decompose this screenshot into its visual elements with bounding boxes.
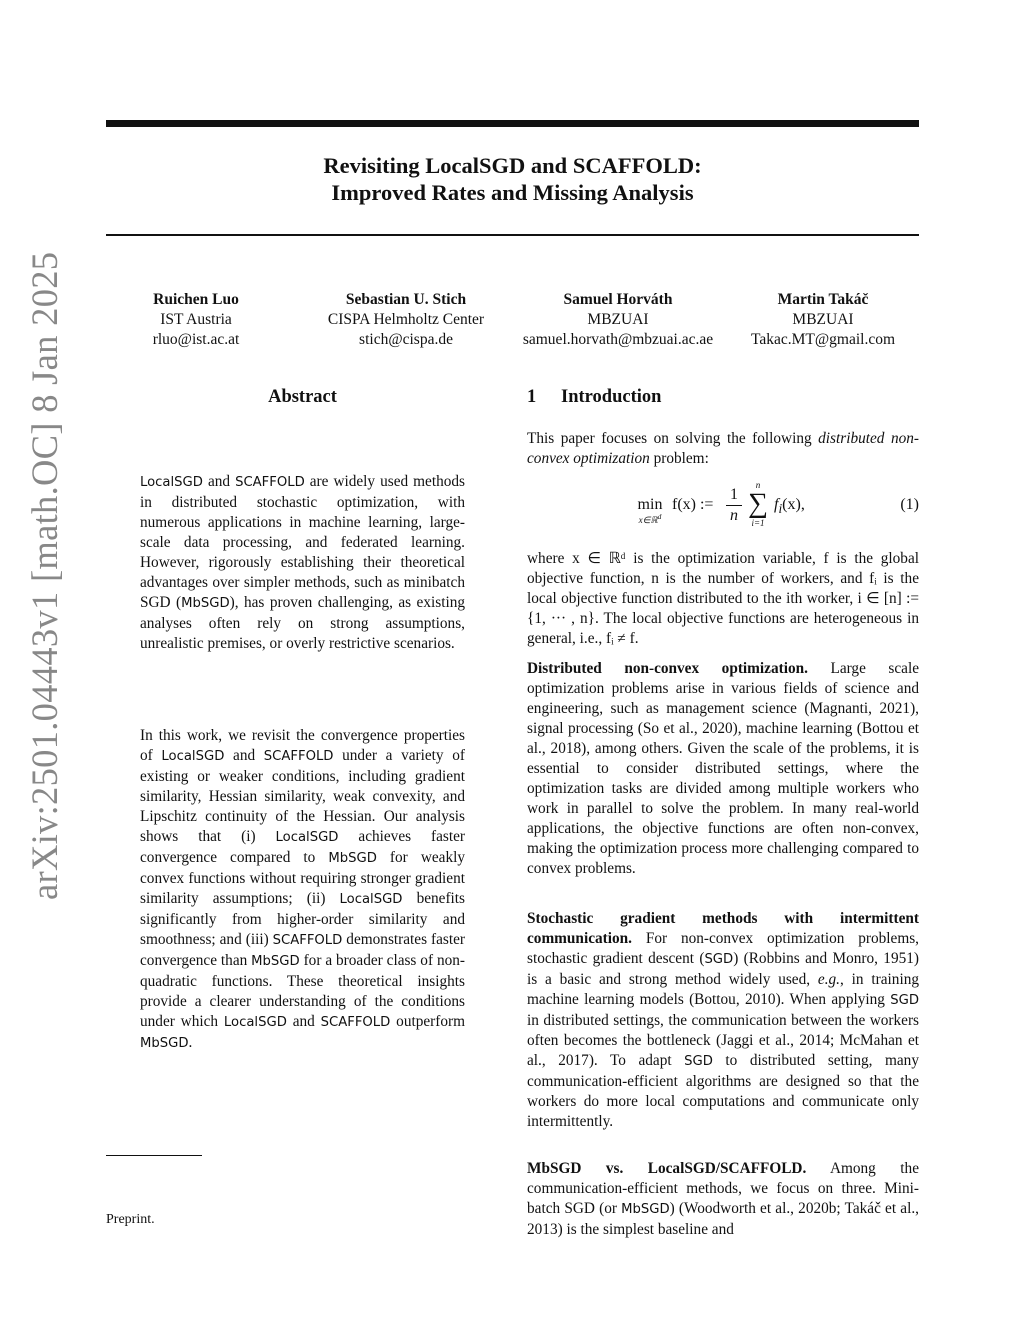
sum-upper: n	[755, 480, 761, 490]
text-run: are widely used methods in distributed stochastic optimization, with numerous applications in machine learning, large-scale data processing, and federated learning. However, rigorously establishing their theoretical advantages over simpler methods, such as minibatch SGD (	[140, 473, 465, 611]
method-name: SCAFFOLD	[320, 1015, 391, 1030]
intro-paragraph-1	[527, 429, 919, 469]
method-name: SCAFFOLD	[235, 475, 305, 490]
method-name: LocalSGD	[140, 475, 203, 490]
section-title: Introduction	[561, 387, 662, 407]
emphasis: e.g.	[817, 971, 840, 988]
fraction-bar	[726, 505, 742, 506]
title-rule	[106, 234, 919, 236]
author-name: Martin Takáč	[777, 291, 869, 308]
section-number: 1	[527, 387, 537, 407]
text-run: This paper focuses on solving the following	[527, 430, 819, 447]
author-affiliation: MBZUAI	[792, 311, 854, 328]
text-run: and	[202, 473, 236, 490]
footnote-rule	[106, 1155, 202, 1156]
text-run: to distributed setting, many communication-efficient algorithms are designed so that the workers do more local computations and communicate only intermittently.	[527, 1052, 919, 1130]
fraction-denominator: n	[730, 507, 738, 524]
text-run: problem:	[649, 450, 709, 467]
method-name: LocalSGD	[275, 830, 339, 845]
method-name: LocalSGD	[339, 892, 403, 907]
author-block	[508, 290, 728, 350]
text-run: demonstrates faster convergence than	[140, 931, 465, 969]
arxiv-identifier[interactable]: arXiv:2501.04443v1 [math.OC] 8 Jan 2025	[24, 251, 65, 900]
intro-paragraph-5	[527, 1159, 919, 1240]
author-email[interactable]: Takac.MT@gmail.com	[750, 331, 896, 348]
author-affiliation: MBZUAI	[587, 311, 649, 328]
author-name: Ruichen Luo	[153, 291, 239, 308]
method-name: MbSGD	[251, 954, 300, 969]
abstract-paragraph-2	[140, 726, 465, 1054]
footnote: Preprint.	[106, 1212, 155, 1227]
text-run: for weakly convex functions without requiring stronger gradient similarity assumptions; (ii)	[140, 849, 465, 907]
author-email[interactable]: stich@cispa.de	[359, 331, 453, 348]
text-run: in distributed settings, the communication between the workers often becomes the bottleneck (Jaggi et al., 2014; McMahan et al., 2017). To adapt	[527, 1012, 919, 1069]
paragraph-heading: Distributed non-convex optimization.	[527, 660, 808, 677]
paragraph-heading: Stochastic gradient methods with intermittent communication.	[527, 910, 919, 947]
text-run: ), has proven challenging, as existing analyses often rely on strong assumptions, unrealistic premises, or overly restrictive scenarios.	[140, 594, 465, 652]
author-name: Sebastian U. Stich	[345, 291, 467, 308]
text-run: For non-convex optimization problems, stochastic gradient descent (	[527, 930, 919, 967]
intro-paragraph-2: where x ∈ ℝᵈ is the optimization variable, f is the global objective function, n is the number of workers, and fᵢ is the local objective function distributed to the ith worker, i ∈ [n] := {1, ··· , n}. The local objective functions are heterogeneous in general, i.e., fᵢ ≠ f.	[527, 550, 919, 647]
text-run: ) (Robbins and Monro, 1951) is a basic and strong method widely used,	[527, 950, 919, 988]
abstract-paragraph-1	[140, 472, 465, 654]
text-run: under a variety of existing or weaker conditions, including gradient similarity, Hessian similarity, weak convexity, and Lipschitz continuity of the Hessian. Our analysis shows that (i)	[140, 747, 465, 845]
text-run: for a broader class of non-quadratic functions. These theoretical insights provide a clearer understanding of the conditions under which	[140, 952, 465, 1030]
paper-title	[106, 152, 919, 206]
title-line-2: Improved Rates and Missing Analysis	[331, 180, 694, 205]
method-name: SGD	[684, 1054, 713, 1069]
equation-min	[630, 496, 670, 525]
method-name: MbSGD	[328, 851, 377, 866]
author-block	[126, 290, 266, 350]
min-operator: min	[637, 496, 663, 513]
text-run: ) (Woodworth et al., 2020b; Takáč et al., 2013) is the simplest baseline and	[527, 1200, 919, 1238]
equation-fraction	[726, 486, 742, 525]
method-name: SGD	[890, 993, 919, 1008]
author-block	[740, 290, 906, 350]
author-name: Samuel Horváth	[563, 291, 673, 308]
equation-lhs: f(x) :=	[672, 496, 714, 513]
equation-rhs	[774, 496, 805, 517]
min-subscript	[630, 512, 670, 525]
min-subscript-sup: d	[657, 512, 662, 521]
author-block	[300, 290, 512, 350]
equation-1	[527, 480, 919, 536]
min-subscript-text: x∈ℝ	[638, 515, 658, 525]
method-name: SCAFFOLD	[272, 933, 343, 948]
fraction-numerator: 1	[730, 486, 738, 503]
top-rule	[106, 120, 919, 127]
emphasis: distributed non-convex optimization	[527, 430, 919, 467]
author-email[interactable]: samuel.horvath@mbzuai.ac.ae	[522, 331, 714, 348]
text-run: Large scale optimization problems arise in various fields of science and engineering, such as management science (Magnanti, 2021), signal processing (So et al., 2020), machine learning (Bottou et al., 2018), among others. Given the scale of the problems, it is essential to consider distributed settings, where the optimization tasks are divided among multiple workers who work in parallel to solve the problem. In many real-world applications, the objective functions are often non-convex, making the optimization process more challenging compared to convex problems.	[527, 660, 919, 877]
method-name: LocalSGD	[161, 749, 225, 764]
method-name: LocalSGD	[223, 1015, 287, 1030]
intro-paragraph-4	[527, 909, 919, 1132]
text-run: benefits significantly from higher-order similarity and smoothness; and (iii)	[140, 890, 465, 948]
method-name: SGD	[704, 952, 734, 967]
text-run: Among the communication-efficient methods, we focus on three. Mini-batch SGD (or	[527, 1160, 919, 1217]
author-email[interactable]: rluo@ist.ac.at	[152, 331, 240, 348]
method-name: MbSGD	[621, 1202, 670, 1217]
paragraph-heading: MbSGD vs. LocalSGD/SCAFFOLD.	[527, 1160, 807, 1177]
author-affiliation: IST Austria	[160, 311, 232, 328]
text-run: and	[286, 1013, 321, 1030]
method-name: MbSGD	[181, 596, 230, 611]
text-run: , in training machine learning models (Bottou, 2010). When applying	[527, 971, 919, 1008]
text-run: .	[188, 1034, 193, 1051]
text-run: outperform	[390, 1013, 465, 1030]
author-affiliation: CISPA Helmholtz Center	[327, 311, 485, 328]
text-run: and	[224, 747, 264, 764]
intro-paragraph-3	[527, 659, 919, 879]
rhs-argument: (x),	[782, 496, 805, 513]
method-name: MbSGD	[140, 1036, 189, 1051]
abstract-heading: Abstract	[268, 387, 337, 407]
title-line-1: Revisiting LocalSGD and SCAFFOLD:	[323, 153, 702, 178]
equation-sum	[746, 480, 770, 528]
section-heading-introduction	[527, 387, 661, 408]
text-run: achieves faster convergence compared to	[140, 828, 465, 866]
sum-lower: i=1	[751, 518, 765, 528]
method-name: SCAFFOLD	[263, 749, 334, 764]
text-run: In this work, we revisit the convergence properties of	[140, 727, 465, 764]
rhs-subscript: i	[778, 501, 783, 517]
equation-number: (1)	[900, 496, 919, 513]
rhs-function: f	[774, 496, 779, 513]
sum-symbol: ∑	[748, 488, 768, 519]
